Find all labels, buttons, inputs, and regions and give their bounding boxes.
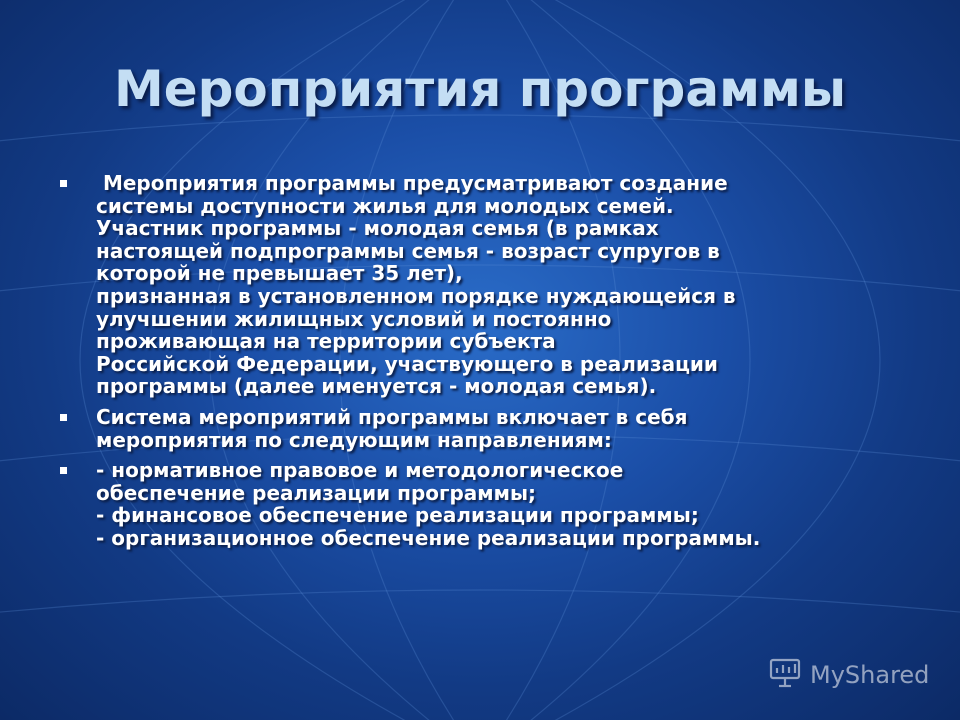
text-line: признанная в установленном порядке нуждающейся в	[96, 283, 736, 308]
list-item	[60, 406, 890, 451]
list-item	[60, 459, 890, 549]
text-line: - нормативное правовое и методологическое	[96, 458, 624, 483]
text-line: улучшении жилищных условий и постоянно	[96, 306, 612, 331]
square-bullet-icon	[60, 467, 67, 474]
watermark-text: MyShared	[810, 661, 930, 689]
text-line: Российской Федерации, участвующего в реализации	[96, 351, 718, 376]
bullet-list	[60, 172, 890, 558]
text-line: проживающая на территории субъекта	[96, 329, 556, 354]
text-line: настоящей подпрограммы семья - возраст супругов в	[96, 238, 720, 263]
text-line: Участник программы - молодая семья (в рамках	[96, 216, 659, 241]
text-line: Система мероприятий программы включает в себя	[96, 404, 688, 429]
slide-title: Мероприятия программы	[113, 60, 847, 118]
text-line: мероприятия по следующим направлениям:	[96, 427, 612, 452]
text-line: Мероприятия программы предусматривают создание	[96, 171, 728, 195]
text-line: системы доступности жилья для молодых семей.	[96, 193, 674, 218]
presentation-board-icon	[768, 656, 802, 694]
list-item	[60, 172, 890, 398]
square-bullet-icon	[60, 414, 67, 421]
bullet-text	[96, 406, 890, 451]
square-bullet-icon	[60, 180, 67, 187]
text-line: которой не превышает 35 лет),	[96, 261, 463, 286]
myshared-watermark	[768, 656, 929, 694]
text-line: - организационное обеспечение реализации программы.	[96, 525, 761, 550]
text-line: программы (далее именуется - молодая семья).	[96, 374, 657, 399]
text-line: - финансовое обеспечение реализации программы;	[96, 503, 699, 528]
bullet-text	[96, 172, 890, 398]
text-line: обеспечение реализации программы;	[96, 480, 537, 505]
bullet-text	[96, 459, 890, 549]
